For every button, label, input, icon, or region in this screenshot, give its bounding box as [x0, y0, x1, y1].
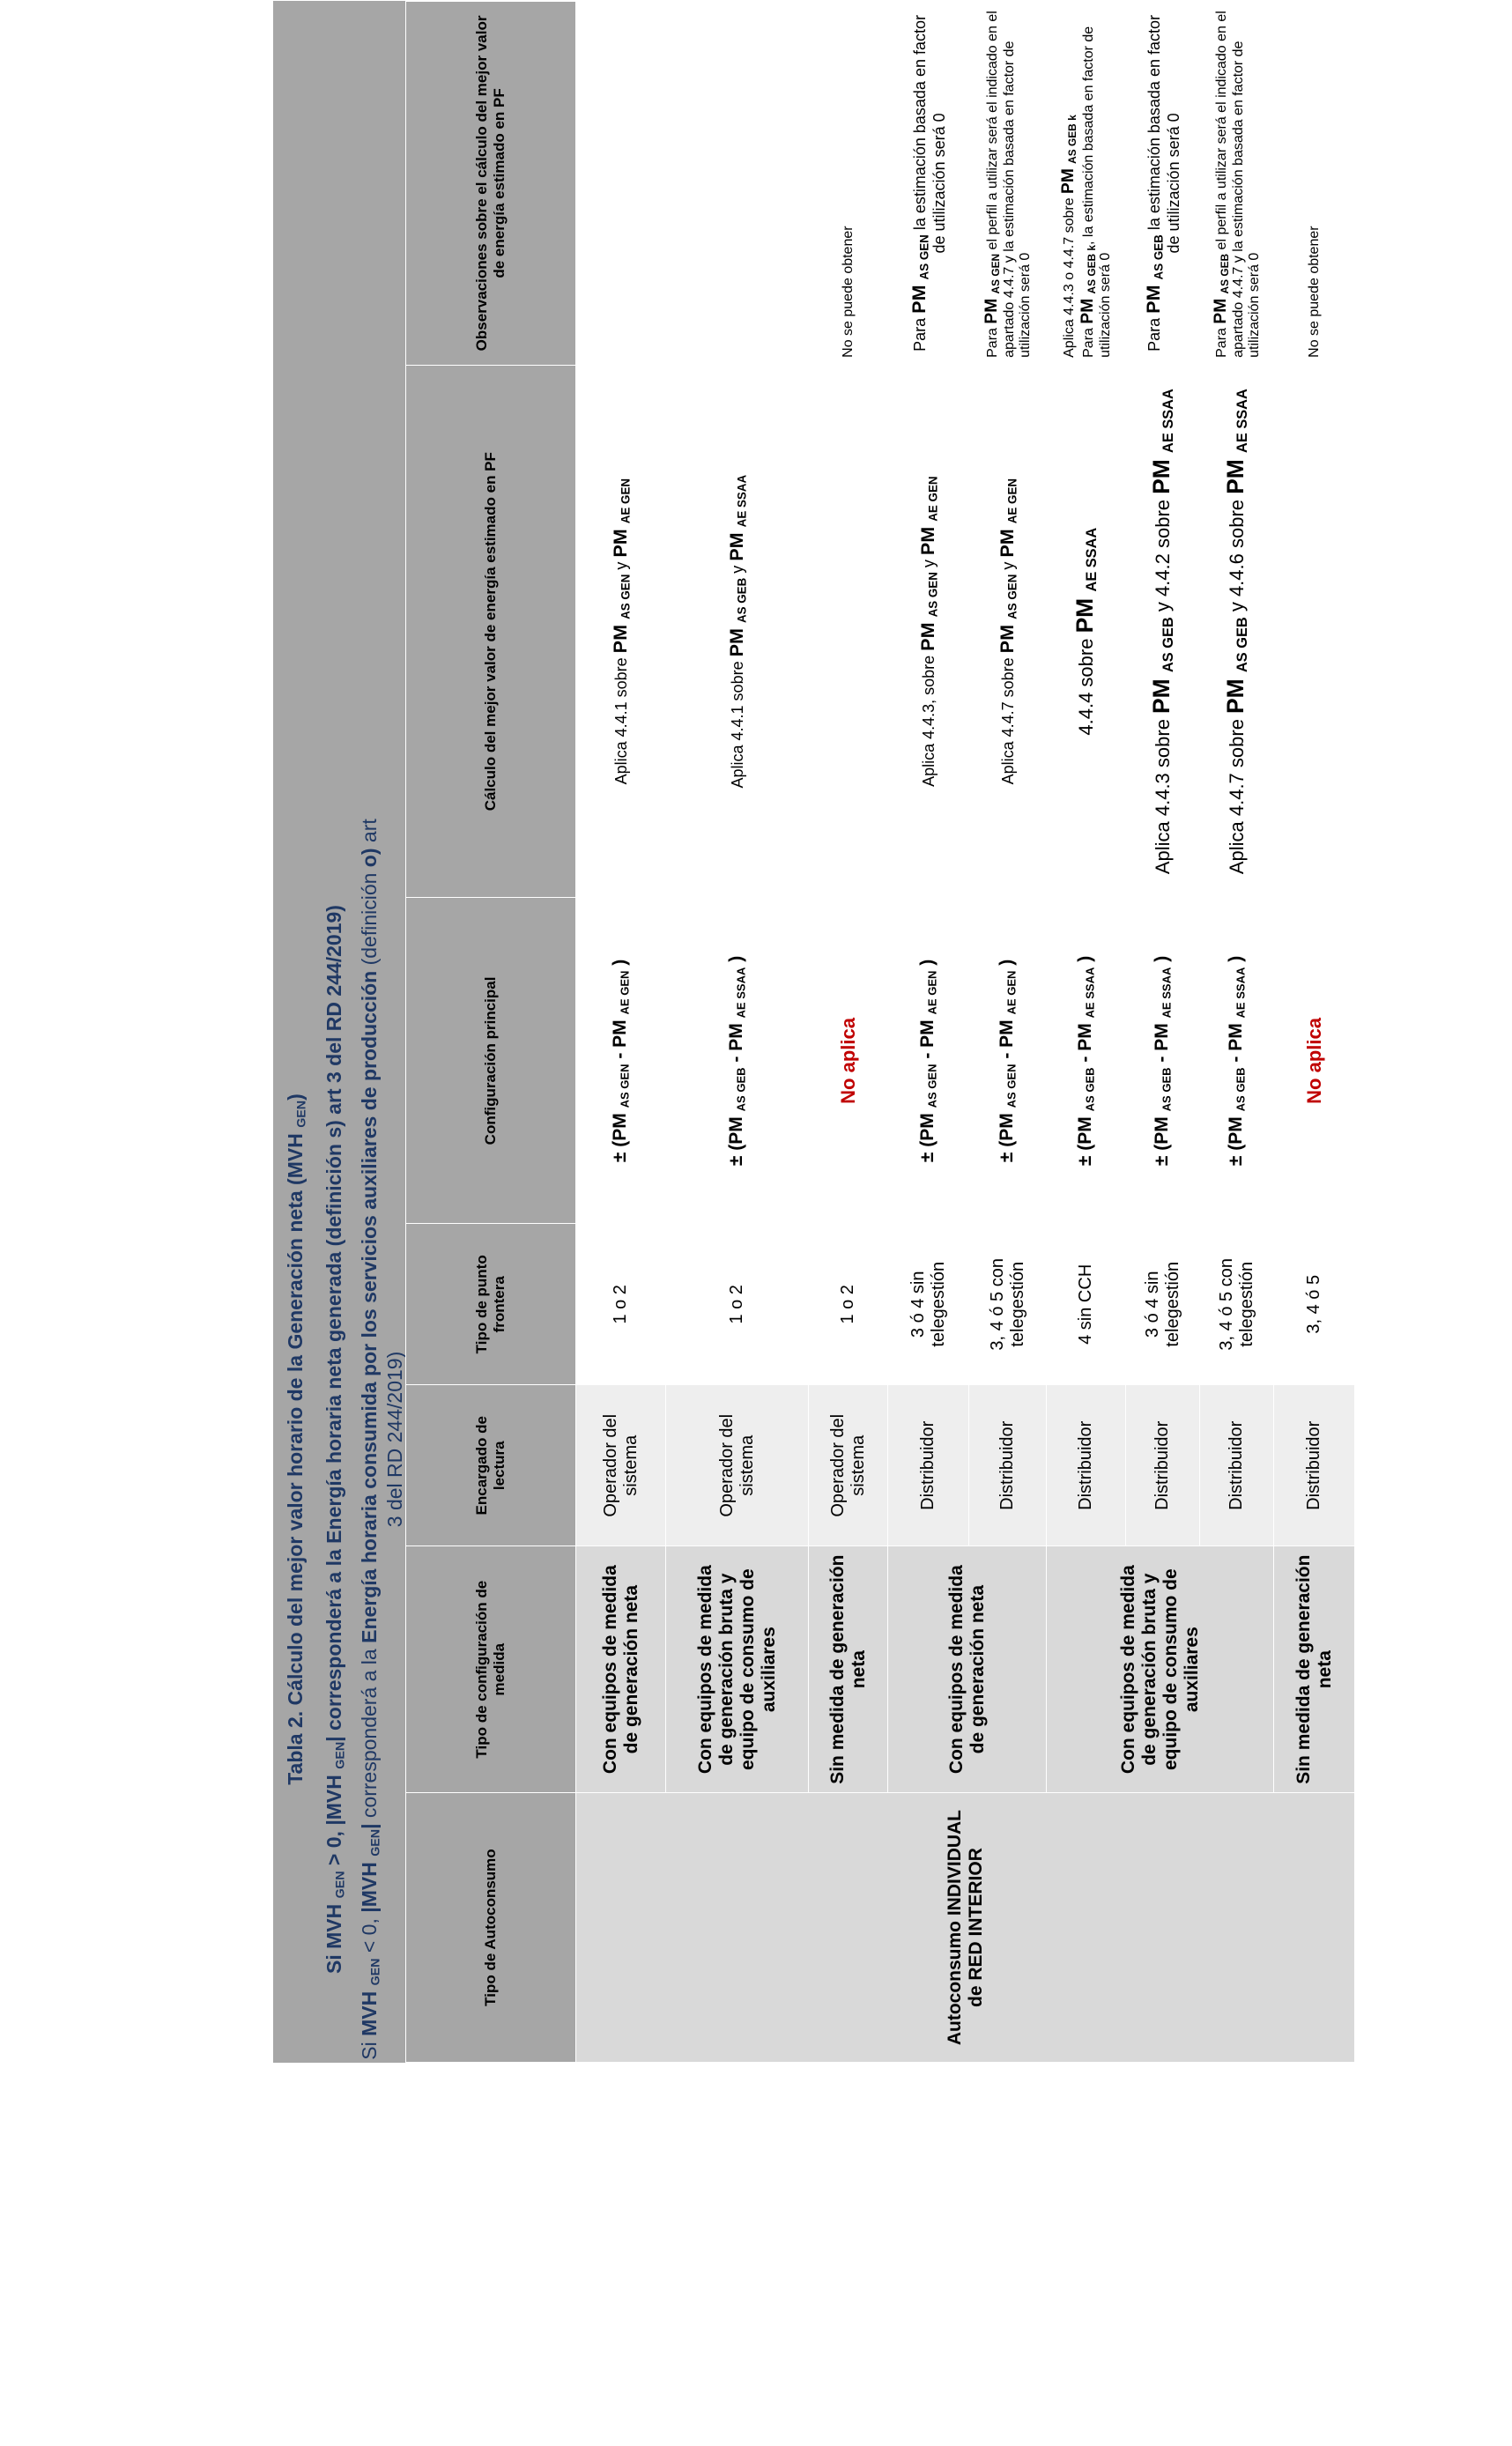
cell-obs: Aplica 4.4.3 o 4.4.7 sobre PM $_{AS GEB k}$ Para PM $_{AS GEB k}$, la estimación basada en factor de utilización será 0 [1047, 2, 1126, 366]
header-punto: Tipo de punto frontera [406, 1224, 576, 1385]
cell-config-medida: Sin medida de generación neta [809, 1546, 888, 1793]
cell-obs: Para PM $_{AS GEN}$ la estimación basada en factor de utilización será 0 [888, 2, 969, 366]
cell-config-medida: Con equipos de medida de generación bruta y equipo de consumo de auxiliares [666, 1546, 809, 1793]
table-row [809, 2, 888, 2063]
cell-config-no-aplica: No aplica [1274, 898, 1355, 1224]
cell-config: ± (PM $_{AS GEN}$ - PM $_{AE GEN}$ ) [888, 898, 969, 1224]
rotated-table-page [273, 1, 1335, 2063]
table-row [888, 2, 969, 2063]
cell-calculo: Aplica 4.4.7 sobre PM $_{AS GEB}$ y 4.4.6 sobre PM $_{AE SSAA}$ [1200, 365, 1274, 898]
cell-encargado: Distribuidor [1274, 1385, 1355, 1546]
cell-punto: 3, 4 ó 5 con telegestión [969, 1224, 1047, 1385]
cell-obs [666, 2, 809, 366]
cell-obs [576, 2, 666, 366]
cell-obs: Para PM $_{AS GEB}$ el perfil a utilizar será el indicado en el apartado 4.4.7 y la estimación basada en factor de utilización será 0 [1200, 2, 1274, 366]
cell-config-no-aplica: No aplica [809, 898, 888, 1224]
cell-obs: Para PM $_{AS GEN}$ el perfil a utilizar será el indicado en el apartado 4.4.7 y la estimación basada en factor de utilización será 0 [969, 2, 1047, 366]
cell-config: ± (PM $_{AS GEB}$ - PM $_{AE SSAA}$ ) [666, 898, 809, 1224]
cell-calculo: 4.4.4 sobre PM $_{AE SSAA}$ [1047, 365, 1126, 898]
cell-encargado: Operador del sistema [809, 1385, 888, 1546]
title-condition-positive: Si MVH $_{GEN}$ > 0, |MVH $_{GEN}$| corresponderá a la Energía horaria neta generada (definición s) art 3 del RD 244/2019) [322, 905, 348, 1974]
header-config: Configuración principal [406, 898, 576, 1224]
cell-punto: 3 ó 4 sin telegestión [888, 1224, 969, 1385]
cell-config-medida: Sin medida de generación neta [1274, 1546, 1355, 1793]
cell-calculo: Aplica 4.4.3 sobre PM $_{AS GEB}$ y 4.4.2 sobre PM $_{AE SSAA}$ [1126, 365, 1200, 898]
cell-config: ± (PM $_{AS GEN}$ - PM $_{AE GEN}$ ) [969, 898, 1047, 1224]
table-row [1047, 2, 1126, 2063]
header-calculo: Cálculo del mejor valor de energía estimado en PF [406, 365, 576, 898]
cell-calculo: Aplica 4.4.3, sobre PM $_{AS GEN}$ y PM $_{AE GEN}$ [888, 365, 969, 898]
header-encargado: Encargado de lectura [406, 1385, 576, 1546]
cell-punto: 1 o 2 [666, 1224, 809, 1385]
cell-punto: 3, 4 ó 5 con telegestión [1200, 1224, 1274, 1385]
cell-config-medida: Con equipos de medida de generación neta [888, 1546, 1047, 1793]
cell-config: ± (PM $_{AS GEN}$ - PM $_{AE GEN}$ ) [576, 898, 666, 1224]
cell-punto: 3, 4 ó 5 [1274, 1224, 1355, 1385]
cell-config-medida: Con equipos de medida de generación neta [576, 1546, 666, 1793]
table-title: Tabla 2. Cálculo del mejor valor horario de la Generación neta (MVH $_{GEN}$) [284, 1093, 309, 1785]
header-tipo: Tipo de Autoconsumo [406, 1793, 576, 2063]
table-row [666, 2, 809, 2063]
cell-encargado: Distribuidor [1126, 1385, 1200, 1546]
cell-calculo: Aplica 4.4.1 sobre PM $_{AS GEN}$ y PM $_{AE GEN}$ [576, 365, 666, 898]
cell-encargado: Operador del sistema [666, 1385, 809, 1546]
cell-obs: No se puede obtener [809, 2, 888, 366]
cell-encargado: Distribuidor [1047, 1385, 1126, 1546]
cell-punto: 3 ó 4 sin telegestión [1126, 1224, 1200, 1385]
cell-encargado: Distribuidor [969, 1385, 1047, 1546]
cell-obs: No se puede obtener [1274, 2, 1355, 366]
mvh-gen-table [405, 1, 1355, 2063]
header-row [406, 2, 576, 2063]
header-config-medida: Tipo de configuración de medida [406, 1546, 576, 1793]
title-condition-negative: Si MVH $_{GEN}$ < 0, |MVH $_{GEN}$| corresponderá a la Energía horaria consumida por los servicios auxiliares de producción (definición o) art 3 del RD 244/2019) [358, 819, 406, 2060]
cell-punto: 1 o 2 [576, 1224, 666, 1385]
group-label: Autoconsumo INDIVIDUAL de RED INTERIOR [576, 1793, 1355, 2063]
cell-calculo: Aplica 4.4.1 sobre PM $_{AS GEB}$ y PM $_{AE SSAA}$ [666, 365, 809, 898]
cell-config: ± (PM $_{AS GEB}$ - PM $_{AE SSAA}$ ) [1047, 898, 1126, 1224]
cell-config: ± (PM $_{AS GEB}$ - PM $_{AE SSAA}$ ) [1200, 898, 1274, 1224]
cell-calculo [809, 365, 888, 898]
title-band [273, 1, 405, 2063]
table-row [1274, 2, 1355, 2063]
cell-calculo: Aplica 4.4.7 sobre PM $_{AS GEN}$ y PM $_{AE GEN}$ [969, 365, 1047, 898]
cell-config-medida: Con equipos de medida de generación bruta y equipo de consumo de auxiliares [1047, 1546, 1274, 1793]
cell-encargado: Distribuidor [888, 1385, 969, 1546]
cell-punto: 4 sin CCH [1047, 1224, 1126, 1385]
header-observaciones: Observaciones sobre el cálculo del mejor valor de energía estimado en PF [406, 2, 576, 366]
table-row [576, 2, 666, 2063]
cell-calculo [1274, 365, 1355, 898]
cell-punto: 1 o 2 [809, 1224, 888, 1385]
cell-encargado: Distribuidor [1200, 1385, 1274, 1546]
cell-config: ± (PM $_{AS GEB}$ - PM $_{AE SSAA}$ ) [1126, 898, 1200, 1224]
cell-encargado: Operador del sistema [576, 1385, 666, 1546]
cell-obs: Para PM $_{AS GEB}$ la estimación basada en factor de utilización será 0 [1126, 2, 1200, 366]
